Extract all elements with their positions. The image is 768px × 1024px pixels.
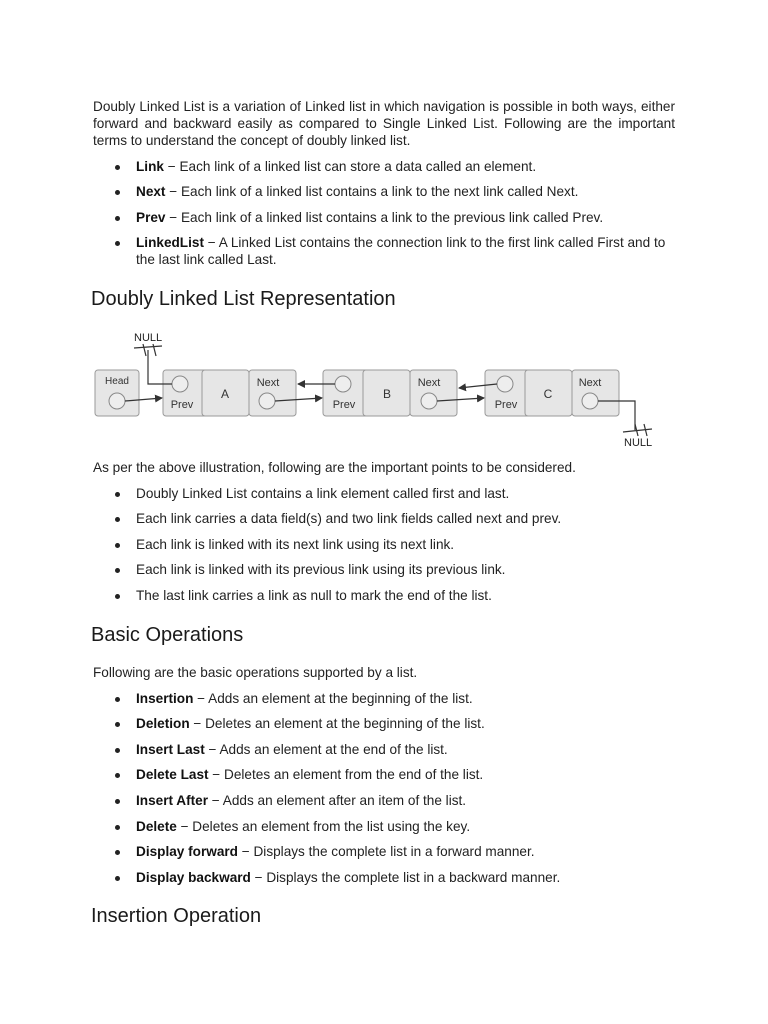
prev-label: Prev: [494, 399, 518, 411]
term-label: Link: [136, 158, 164, 174]
next-pointer-circle: [582, 393, 598, 409]
term-description: − Each link of a linked list contains a link to the next link called Next.: [165, 184, 579, 200]
section-heading-representation: Doubly Linked List Representation: [91, 288, 396, 310]
term-label: Next: [136, 184, 166, 200]
list-item: [93, 715, 675, 732]
next-label: Next: [578, 377, 602, 389]
representation-intro: As per the above illustration, following are the important points to be considered.: [93, 460, 576, 475]
operation-description: − Displays the complete list in a backward manner.: [250, 869, 561, 885]
doubly-linked-list-diagram: [90, 326, 670, 450]
list-item: [93, 158, 675, 175]
next-label: Next: [417, 377, 441, 389]
next-pointer-circle: [421, 393, 437, 409]
list-item: [93, 183, 675, 200]
term-description: − A Linked List contains the connection link to the first link called First and to the last link called Last.: [136, 235, 666, 268]
prev-label: Prev: [332, 399, 356, 411]
list-item: [93, 818, 675, 835]
section-heading-basic-operations: Basic Operations: [91, 624, 244, 646]
node-a: [163, 370, 296, 416]
list-item: Each link is linked with its previous link using its previous link.: [93, 561, 675, 578]
list-item: The last link carries a link as null to mark the end of the list.: [93, 587, 675, 604]
points-list: [93, 485, 675, 604]
operation-description: − Adds an element after an item of the list.: [208, 792, 467, 808]
term-label: LinkedList: [136, 235, 204, 251]
list-item: [93, 766, 675, 783]
operation-description: − Displays the complete list in a forward manner.: [237, 844, 535, 860]
head-label: Head: [105, 376, 129, 387]
null-top-label: NULL: [134, 332, 163, 344]
operations-section: [93, 664, 675, 886]
operation-label: Delete: [136, 818, 177, 834]
prev-label: Prev: [170, 399, 194, 411]
operation-label: Display backward: [136, 869, 251, 885]
operation-label: Deletion: [136, 716, 190, 732]
operation-label: Delete Last: [136, 767, 209, 783]
operation-label: Insertion: [136, 690, 194, 706]
list-item: [93, 869, 675, 886]
operation-label: Display forward: [136, 844, 238, 860]
null-top-hatch: [143, 344, 146, 356]
operation-description: − Adds an element at the end of the list.: [204, 741, 448, 757]
intro-paragraph: Doubly Linked List is a variation of Linked list in which navigation is possible in both ways, either forward and backward easily as compared to Single Linked List. Following are the important terms to understand the concept of doubly linked list.: [93, 99, 675, 148]
list-item: Each link is linked with its next link using its next link.: [93, 536, 675, 553]
prev-pointer-circle: [497, 376, 513, 392]
null-top-bar: [134, 346, 162, 348]
term-label: Prev: [136, 209, 166, 225]
list-item: [93, 209, 675, 226]
prev-pointer-circle: [172, 376, 188, 392]
node-c: [485, 370, 619, 416]
operation-description: − Deletes an element from the end of the list.: [208, 767, 484, 783]
operations-list: [93, 690, 675, 886]
next-pointer-circle: [259, 393, 275, 409]
operation-label: Insert After: [136, 792, 209, 808]
section-heading-insertion-operation: Insertion Operation: [91, 905, 262, 927]
list-item: [93, 690, 675, 707]
next-label: Next: [256, 377, 280, 389]
list-item: Each link carries a data field(s) and two link fields called next and prev.: [93, 510, 675, 527]
list-item: [93, 741, 675, 758]
node-data-label: A: [220, 387, 230, 401]
node-b: [323, 370, 457, 416]
term-description: − Each link of a linked list can store a data called an element.: [163, 158, 537, 174]
list-item: Doubly Linked List contains a link element called first and last.: [93, 485, 675, 502]
operation-description: − Deletes an element at the beginning of the list.: [189, 716, 485, 732]
node-data-label: C: [543, 387, 553, 401]
operations-intro: Following are the basic operations supported by a list.: [93, 665, 418, 680]
intro-section: [93, 98, 675, 268]
term-description: − Each link of a linked list contains a link to the previous link called Prev.: [165, 209, 604, 225]
terms-list: [93, 158, 675, 269]
representation-points-section: [93, 459, 675, 604]
head-box: [95, 370, 139, 416]
operation-description: − Adds an element at the beginning of the list.: [193, 690, 473, 706]
list-item: [93, 792, 675, 809]
operation-label: Insert Last: [136, 741, 205, 757]
prev-pointer-circle: [335, 376, 351, 392]
list-item: [93, 234, 675, 268]
null-bottom-label: NULL: [624, 437, 653, 449]
null-top-hatch: [153, 344, 156, 356]
operation-description: − Deletes an element from the list using the key.: [176, 818, 471, 834]
list-item: [93, 843, 675, 860]
head-pointer-circle: [109, 393, 125, 409]
node-data-label: B: [382, 387, 392, 401]
